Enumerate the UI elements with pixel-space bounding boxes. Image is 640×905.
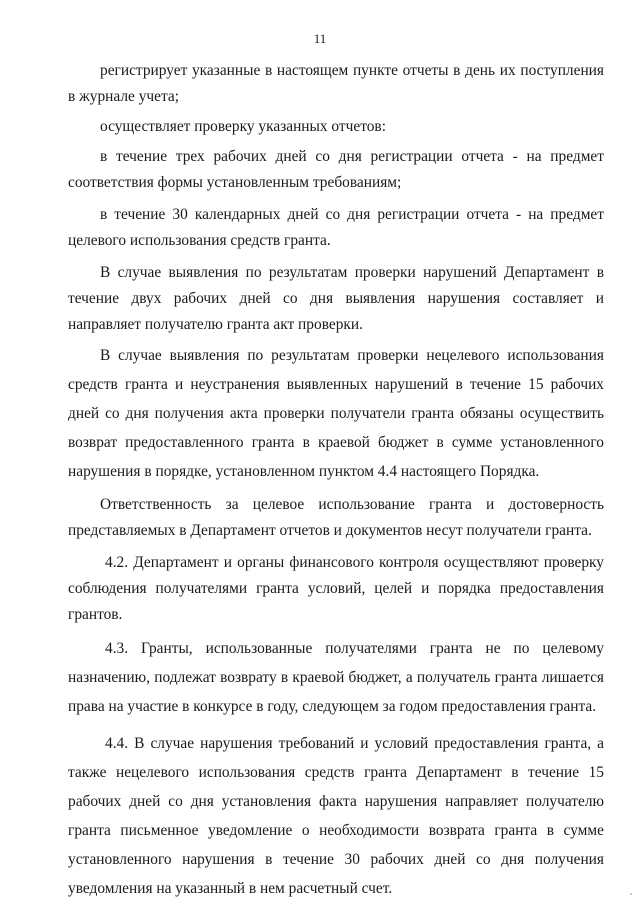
document-body — [68, 58, 604, 903]
paragraph-violation-act: В случае выявления по результатам проверки нарушений Департамент в течение двух рабочих дней со дня выявления нарушения составляет и направляет получателю гранта акт проверки. — [68, 264, 604, 333]
paragraph-responsibility: Ответственность за целевое использование гранта и достоверность представляемых в Департамент отчетов и документов несут получатели гранта. — [68, 496, 604, 539]
paragraph-register-reports: регистрирует указанные в настоящем пункте отчеты в день их поступления в журнале учета; — [68, 62, 604, 105]
paragraph-thirty-days-check: в течение 30 календарных дней со дня регистрации отчета - на предмет целевого использования средств гранта. — [68, 206, 604, 249]
paragraph-check-reports: осуществляет проверку указанных отчетов: — [100, 118, 386, 135]
page-number: 11 — [313, 31, 327, 46]
paragraph-section-4-4: 4.4. В случае нарушения требований и условий предоставления гранта, а также нецелевого использования средств гранта Департамент в течение 15 рабочих дней со дня установления факта нарушения направляет получателю гранта письменное уведомление о необходимости возврата гранта в сумме установленного нарушения в течение 30 рабочих дней со дня получения уведомления на указанный в нем расчетный счет. — [68, 735, 604, 897]
paragraph-section-4-2: 4.2. Департамент и органы финансового контроля осуществляют проверку соблюдения получателями гранта условий, целей и порядка предоставления грантов. — [68, 554, 604, 623]
paragraph-section-4-3: 4.3. Гранты, использованные получателями гранта не по целевому назначению, подлежат возврату в краевой бюджет, а получатель гранта лишается права на участие в конкурсе в году, следующем за годом предоставления гранта. — [68, 640, 604, 715]
paragraph-three-days-check: в течение трех рабочих дней со дня регистрации отчета - на предмет соответствия формы установленным требованиям; — [68, 148, 604, 191]
scan-speck — [630, 893, 632, 895]
paragraph-misuse-return: В случае выявления по результатам проверки нецелевого использования средств гранта и неустранения выявленных нарушений в течение 15 рабочих дней со дня получения акта проверки получатели гранта обязаны осуществить возврат предоставленного гранта в краевой бюджет в сумме установленного нарушения в порядке, установленном пунктом 4.4 настоящего Порядка. — [68, 347, 604, 480]
